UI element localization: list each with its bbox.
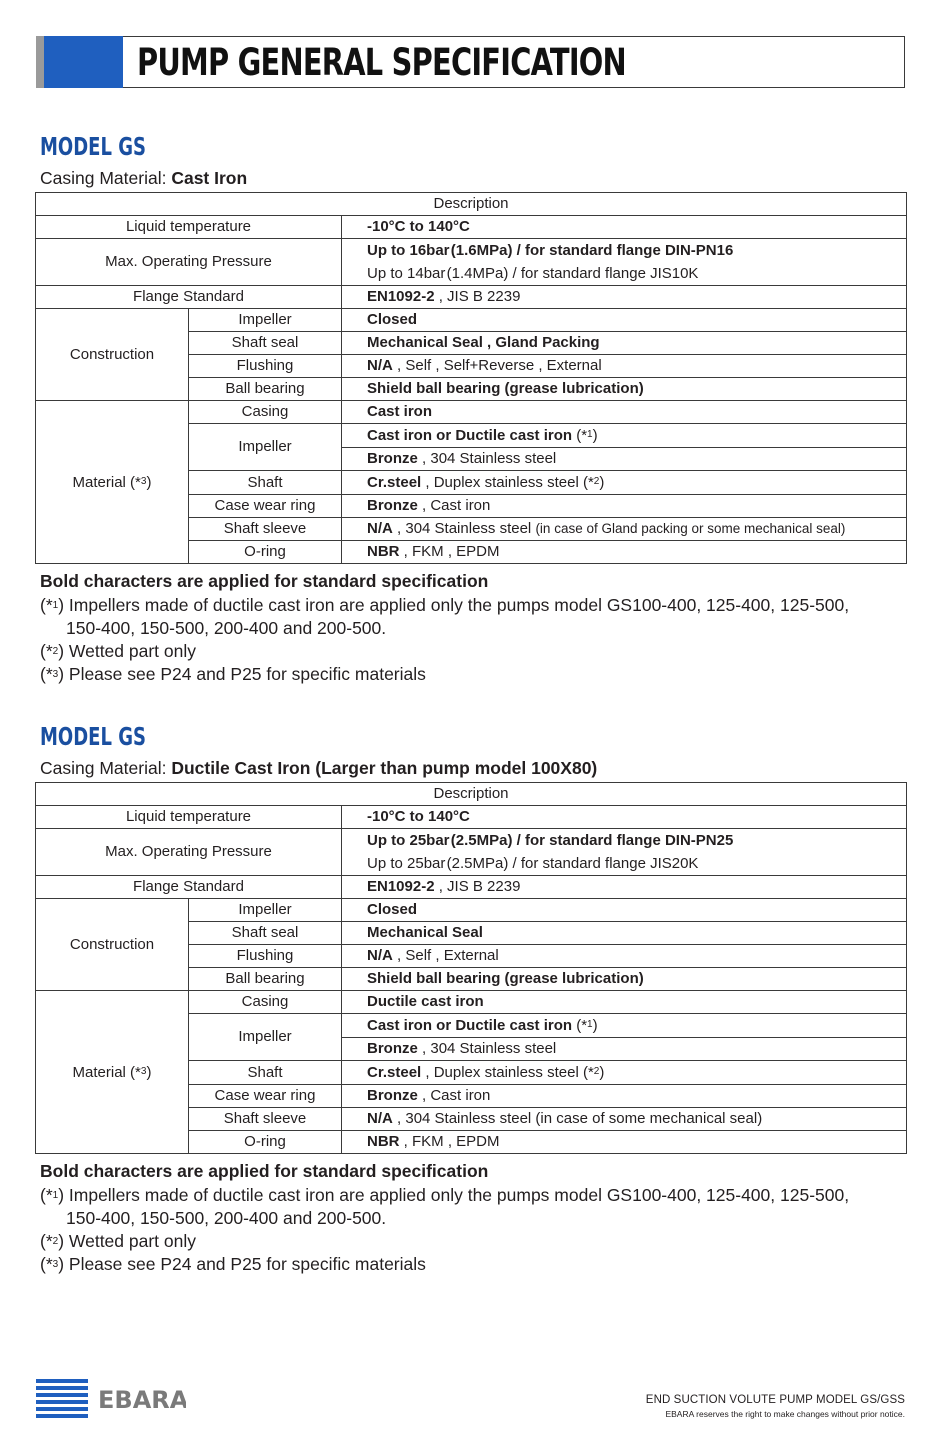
group-label: Construction bbox=[36, 309, 189, 401]
note-text: ) Impellers made of ductile cast iron are applied only the pumps model GS100-400, 125-400, 125-500, bbox=[58, 595, 850, 615]
value-bold: Closed bbox=[367, 311, 418, 328]
row-label: Flushing bbox=[189, 355, 342, 378]
row-value bbox=[342, 1085, 907, 1108]
note-text: (* bbox=[40, 641, 53, 661]
row-value bbox=[342, 239, 907, 286]
value-bold: Ductile cast iron bbox=[367, 993, 484, 1010]
note-text: (* bbox=[40, 664, 53, 684]
value-text: , 304 Stainless steel bbox=[392, 520, 536, 537]
row-value bbox=[342, 495, 907, 518]
value-text: ) bbox=[599, 1064, 605, 1081]
footnote-sup: 2 bbox=[593, 476, 600, 487]
group-label bbox=[36, 401, 189, 564]
value-bold: Cr.steel bbox=[367, 474, 422, 491]
table-header: Description bbox=[36, 193, 907, 216]
value-text: , Duplex stainless steel (* bbox=[421, 1064, 594, 1081]
row-value bbox=[342, 216, 907, 239]
row-label: Shaft bbox=[189, 471, 342, 495]
row-label: Flange Standard bbox=[36, 876, 342, 899]
row-value bbox=[342, 541, 907, 564]
footnote-1-cont: 150-400, 150-500, 200-400 and 200-500. bbox=[66, 1208, 387, 1228]
value-text: , JIS B 2239 bbox=[434, 288, 521, 305]
footnote-sup: 3 bbox=[52, 1259, 59, 1270]
row-label: Impeller bbox=[189, 424, 342, 471]
row-value bbox=[342, 876, 907, 899]
table-header-row bbox=[36, 193, 907, 216]
row-label: Ball bearing bbox=[189, 968, 342, 991]
value-bold: Up to 25bar (2.5MPa) / for standard flange DIN-PN25 bbox=[367, 832, 734, 849]
value-bold: Shield ball bearing (grease lubrication) bbox=[367, 380, 644, 397]
value-text: Up to 14bar (1.4MPa) / for standard flange JIS10K bbox=[367, 265, 699, 282]
row-label: Shaft bbox=[189, 1061, 342, 1085]
row-label: Max. Operating Pressure bbox=[36, 239, 342, 286]
row-value bbox=[342, 945, 907, 968]
row-label: Case wear ring bbox=[189, 495, 342, 518]
bold-note: Bold characters are applied for standard specification bbox=[40, 1161, 489, 1181]
value-bold: N/A bbox=[367, 357, 393, 374]
note-text: (* bbox=[40, 1185, 53, 1205]
row-value bbox=[342, 401, 907, 424]
casing-label: Casing Material: bbox=[40, 758, 167, 778]
value-text: , FKM , EPDM bbox=[399, 1133, 500, 1150]
row-label: Max. Operating Pressure bbox=[36, 829, 342, 876]
footnotes bbox=[40, 1160, 906, 1276]
footnote-1 bbox=[40, 594, 906, 617]
value-text: ) bbox=[592, 427, 598, 444]
footnote-sup: 1 bbox=[587, 429, 593, 440]
row-label: Liquid temperature bbox=[36, 216, 342, 239]
spec-section-1 bbox=[35, 130, 906, 686]
row-label: Casing bbox=[189, 401, 342, 424]
footnote-3 bbox=[40, 1253, 906, 1276]
casing-label: Casing Material: bbox=[40, 168, 167, 188]
table-row bbox=[36, 899, 907, 922]
footnote-sup: 2 bbox=[593, 1066, 600, 1077]
value-bold: N/A bbox=[367, 947, 393, 964]
casing-value: Ductile Cast Iron (Larger than pump model 100X80) bbox=[171, 758, 598, 778]
row-value bbox=[342, 1038, 907, 1061]
note-text: ) Impellers made of ductile cast iron are applied only the pumps model GS100-400, 125-400, 125-500, bbox=[58, 1185, 850, 1205]
table-row bbox=[36, 876, 907, 899]
row-label: Ball bearing bbox=[189, 378, 342, 401]
header-accent-blue bbox=[44, 36, 123, 88]
note-text: ) Wetted part only bbox=[58, 641, 196, 661]
value-text: ) bbox=[599, 474, 605, 491]
value-text: , FKM , EPDM bbox=[399, 543, 500, 560]
footnote-3 bbox=[40, 663, 906, 686]
value-bold: Bronze bbox=[367, 497, 418, 514]
row-label: O-ring bbox=[189, 541, 342, 564]
spec-section-2 bbox=[35, 720, 906, 1276]
spec-table bbox=[35, 782, 907, 1154]
casing-material bbox=[40, 164, 906, 192]
row-label: Shaft sleeve bbox=[189, 518, 342, 541]
footnote-1-cont: 150-400, 150-500, 200-400 and 200-500. bbox=[66, 618, 387, 638]
value-text: , Cast iron bbox=[417, 497, 491, 514]
table-row bbox=[36, 991, 907, 1014]
row-label: O-ring bbox=[189, 1131, 342, 1154]
footer-title: END SUCTION VOLUTE PUMP MODEL GS/GSS bbox=[645, 1394, 905, 1406]
group-label: Construction bbox=[36, 899, 189, 991]
page-title: PUMP GENERAL SPECIFICATION bbox=[137, 41, 626, 84]
note-text: ) Please see P24 and P25 for specific materials bbox=[58, 1254, 426, 1274]
value-bold: Mechanical Seal bbox=[367, 924, 483, 941]
value-bold: N/A bbox=[367, 1110, 393, 1127]
row-value bbox=[342, 309, 907, 332]
value-text: , Cast iron bbox=[417, 1087, 491, 1104]
row-label: Flange Standard bbox=[36, 286, 342, 309]
value-bold: Mechanical Seal , Gland Packing bbox=[367, 334, 600, 351]
value-bold: Cr.steel bbox=[367, 1064, 422, 1081]
value-text: (* bbox=[572, 1017, 588, 1034]
row-value bbox=[342, 922, 907, 945]
value-bold: Cast iron or Ductile cast iron bbox=[367, 427, 573, 444]
value-text: Up to 25bar (2.5MPa) / for standard flange JIS20K bbox=[367, 855, 699, 872]
model-heading: MODEL GS bbox=[40, 722, 146, 751]
casing-value: Cast Iron bbox=[171, 168, 248, 188]
note-text: (* bbox=[40, 1231, 53, 1251]
value-text: , 304 Stainless steel bbox=[417, 1040, 557, 1057]
row-value bbox=[342, 968, 907, 991]
row-label: Shaft sleeve bbox=[189, 1108, 342, 1131]
value-text: (* bbox=[572, 427, 588, 444]
footnote-sup: 2 bbox=[52, 646, 59, 657]
footnote-sup: 1 bbox=[52, 1190, 59, 1201]
row-value bbox=[342, 332, 907, 355]
row-label: Casing bbox=[189, 991, 342, 1014]
note-text: (* bbox=[40, 595, 53, 615]
page-header bbox=[36, 36, 905, 88]
table-row bbox=[36, 309, 907, 332]
group-label bbox=[36, 991, 189, 1154]
value-text: ) bbox=[592, 1017, 598, 1034]
value-bold: N/A bbox=[367, 520, 393, 537]
header-accent-gray bbox=[36, 36, 44, 88]
spec-table bbox=[35, 192, 907, 564]
label-text: Material (* bbox=[72, 473, 141, 491]
footnote-sup: 3 bbox=[52, 669, 59, 680]
footnote-sup: 3 bbox=[140, 1065, 147, 1077]
row-label: Case wear ring bbox=[189, 1085, 342, 1108]
value-text: , 304 Stainless steel bbox=[417, 450, 557, 467]
table-row bbox=[36, 286, 907, 309]
value-text: , Duplex stainless steel (* bbox=[421, 474, 594, 491]
footnote-2 bbox=[40, 640, 906, 663]
row-value bbox=[342, 899, 907, 922]
row-label: Impeller bbox=[189, 1014, 342, 1061]
row-label: Flushing bbox=[189, 945, 342, 968]
row-value bbox=[342, 424, 907, 448]
value-bold: Cast iron or Ductile cast iron bbox=[367, 1017, 573, 1034]
label-text: ) bbox=[146, 473, 152, 491]
row-value bbox=[342, 378, 907, 401]
bold-note: Bold characters are applied for standard specification bbox=[40, 571, 489, 591]
ebara-logo-text: EBARA bbox=[98, 1386, 186, 1414]
row-value bbox=[342, 355, 907, 378]
footnote-sup: 3 bbox=[140, 475, 147, 487]
row-value bbox=[342, 1014, 907, 1038]
value-small-text: (in case of Gland packing or some mechanical seal) bbox=[535, 521, 846, 536]
footnote-sup: 1 bbox=[52, 600, 59, 611]
footnote-1 bbox=[40, 1184, 906, 1207]
footnote-sup: 2 bbox=[52, 1236, 59, 1247]
label-text: ) bbox=[146, 1063, 152, 1081]
ebara-logo bbox=[36, 1376, 186, 1422]
footer-info bbox=[646, 1394, 905, 1419]
model-heading: MODEL GS bbox=[40, 132, 146, 161]
row-label: Liquid temperature bbox=[36, 806, 342, 829]
table-header: Description bbox=[36, 783, 907, 806]
value-bold: NBR bbox=[367, 1133, 400, 1150]
row-value bbox=[342, 829, 907, 876]
value-bold: Up to 16bar (1.6MPa) / for standard flange DIN-PN16 bbox=[367, 242, 734, 259]
value-bold: EN1092-2 bbox=[367, 878, 435, 895]
row-label: Impeller bbox=[189, 899, 342, 922]
row-value bbox=[342, 448, 907, 471]
value-bold: NBR bbox=[367, 543, 400, 560]
table-row bbox=[36, 401, 907, 424]
footer-note: EBARA reserves the right to make changes without prior notice. bbox=[665, 1409, 905, 1419]
value-bold: EN1092-2 bbox=[367, 288, 435, 305]
value-text: , Self , External bbox=[392, 947, 499, 964]
value-bold: Bronze bbox=[367, 1040, 418, 1057]
table-row bbox=[36, 806, 907, 829]
row-label: Shaft seal bbox=[189, 332, 342, 355]
value-bold: Closed bbox=[367, 901, 418, 918]
table-row bbox=[36, 239, 907, 286]
footnote-2 bbox=[40, 1230, 906, 1253]
footnote-sup: 1 bbox=[587, 1019, 593, 1030]
note-text: (* bbox=[40, 1254, 53, 1274]
casing-material bbox=[40, 754, 906, 782]
value-text: , 304 Stainless steel (in case of some mechanical seal) bbox=[392, 1110, 763, 1127]
value-bold: -10°C to 140°C bbox=[367, 808, 470, 825]
row-value bbox=[342, 1061, 907, 1085]
row-value bbox=[342, 1131, 907, 1154]
value-bold: Bronze bbox=[367, 1087, 418, 1104]
value-bold: Shield ball bearing (grease lubrication) bbox=[367, 970, 644, 987]
value-text: , Self , Self+Reverse , External bbox=[392, 357, 602, 374]
label-text: Material (* bbox=[72, 1063, 141, 1081]
row-value bbox=[342, 286, 907, 309]
row-value bbox=[342, 471, 907, 495]
note-text: ) Please see P24 and P25 for specific materials bbox=[58, 664, 426, 684]
note-text: ) Wetted part only bbox=[58, 1231, 196, 1251]
value-bold: Bronze bbox=[367, 450, 418, 467]
row-value bbox=[342, 1108, 907, 1131]
value-bold: Cast iron bbox=[367, 403, 433, 420]
table-header-row bbox=[36, 783, 907, 806]
row-label: Shaft seal bbox=[189, 922, 342, 945]
table-row bbox=[36, 216, 907, 239]
table-row bbox=[36, 829, 907, 876]
row-value bbox=[342, 806, 907, 829]
row-value bbox=[342, 518, 907, 541]
row-value bbox=[342, 991, 907, 1014]
value-bold: -10°C to 140°C bbox=[367, 218, 470, 235]
ebara-logo-icon bbox=[36, 1376, 186, 1422]
value-text: , JIS B 2239 bbox=[434, 878, 521, 895]
row-label: Impeller bbox=[189, 309, 342, 332]
footnotes bbox=[40, 570, 906, 686]
